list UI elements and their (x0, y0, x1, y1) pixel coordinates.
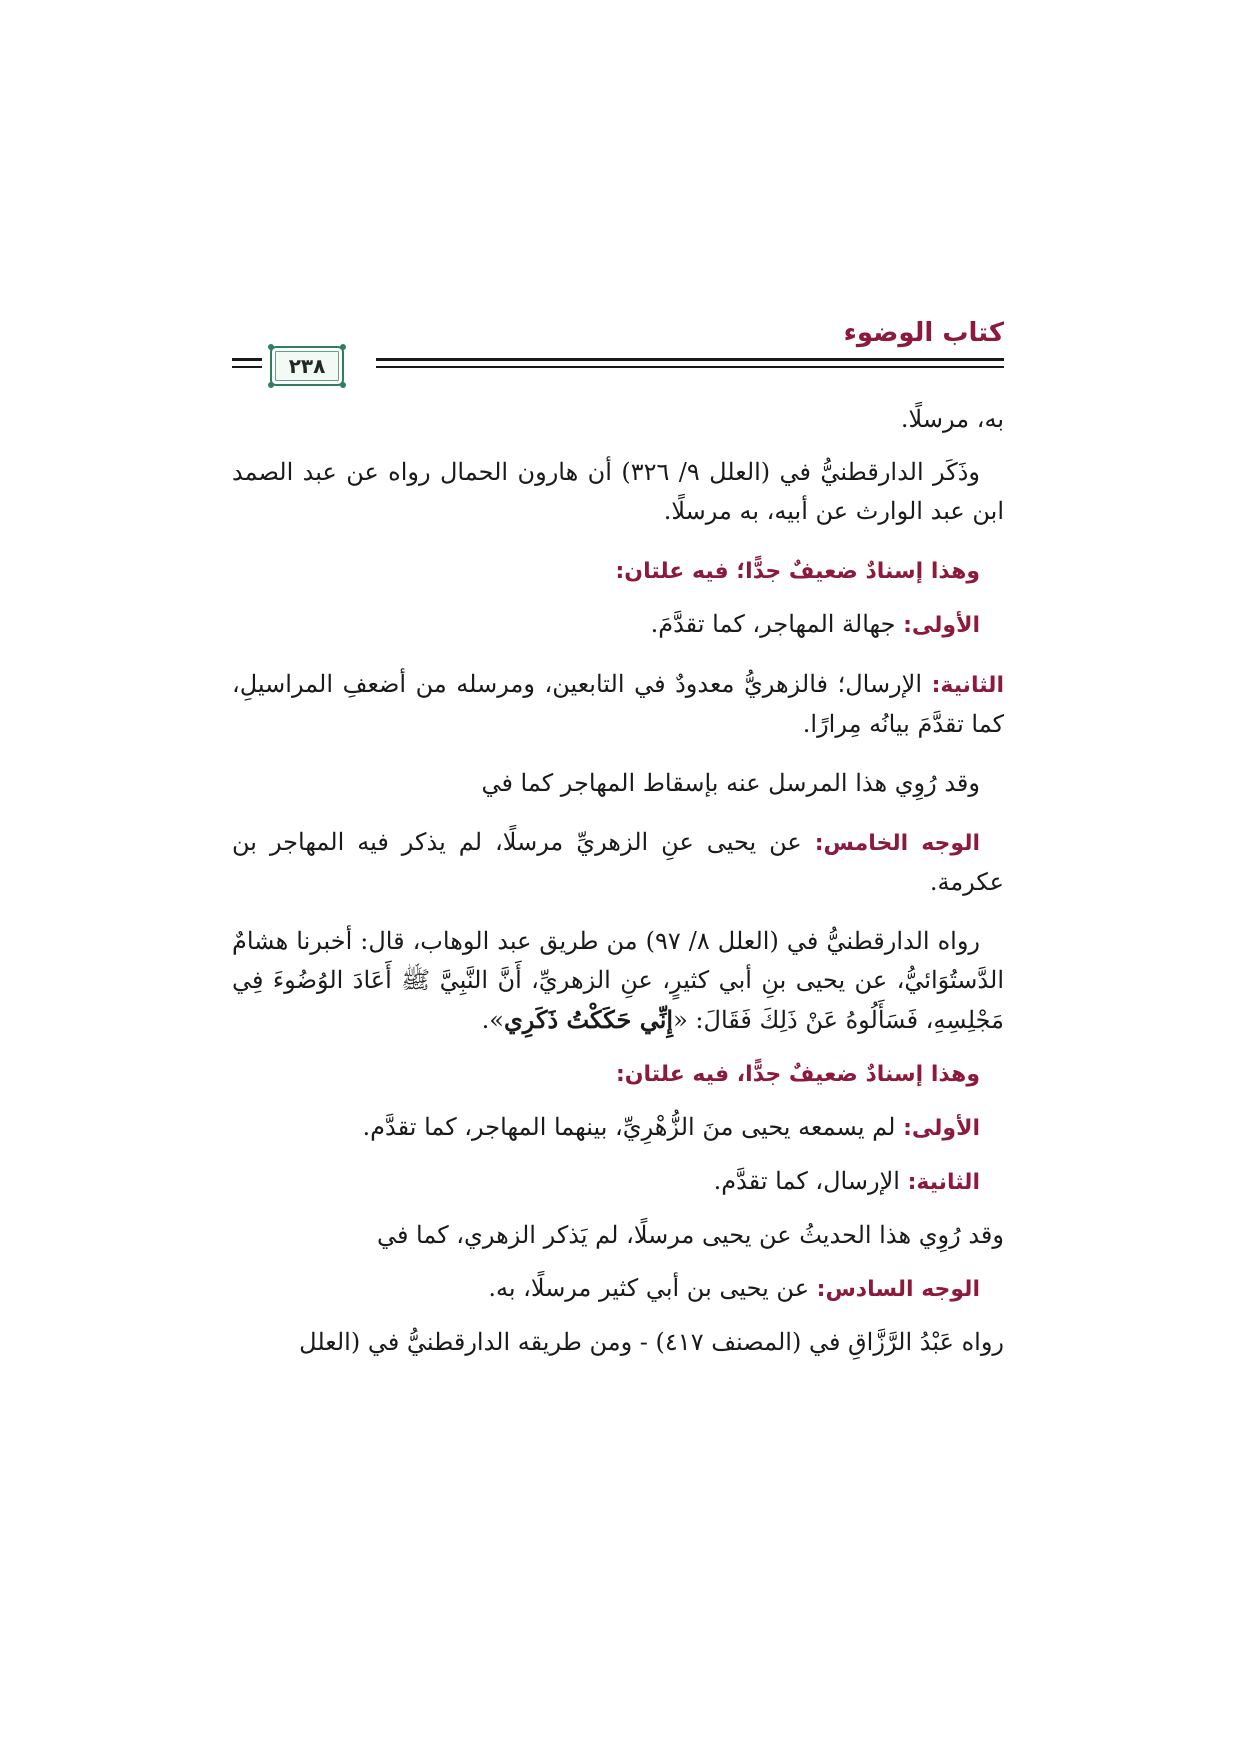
paragraph-text: رواه الدارقطنيُّ في (العلل ٨/ ٩٧) من طريق عبد الوهاب، قال: أخبرنا هشامٌ الدَّستُوَائيُّ، عن يحيى بنِ أبي كثيرٍ، عنِ الزهريِّ، أَنَّ النَّبِيَّ ﷺ أَعَادَ الوُضُوءَ فِي مَجْلِسِهِ، فَسَأَلُوهُ عَنْ ذَلِكَ فَقَالَ: « (232, 927, 1004, 1034)
paragraph (232, 1108, 1004, 1148)
point-label: الثانية: (907, 1170, 980, 1195)
paragraph-text: جهالة المهاجر، كما تقدَّمَ. (650, 610, 904, 638)
section-heading-text: وهذا إسنادٌ ضعيفٌ جدًّا، فيه علتان: (615, 1062, 980, 1087)
paragraph (232, 453, 1004, 531)
paragraph-text: رواه عَبْدُ الرَّزَّاقِ في (المصنف ٤١٧) - ومن طريقه الدارقطنيُّ في (العلل (299, 1328, 1004, 1356)
frame-ornament-icon (268, 344, 274, 350)
page-header (232, 318, 1004, 378)
paragraph-text: الإرسال، كما تقدَّم. (713, 1167, 908, 1195)
point-label: الوجه الخامس: (814, 831, 980, 856)
paragraph-text: عن يحيى بن أبي كثير مرسلًا، به. (488, 1274, 817, 1302)
paragraph-text: الإرسال؛ فالزهريُّ معدودٌ في التابعين، ومرسله من أضعفِ المراسيلِ، كما تقدَّمَ بيانُه مِرارًا. (232, 670, 1004, 738)
book-title: كتاب الوضوء (843, 318, 1004, 348)
header-rule-bottom-left (232, 366, 262, 368)
paragraph (232, 823, 1004, 902)
paragraph (232, 665, 1004, 744)
header-rule-top-left (232, 358, 262, 361)
page-number-frame (270, 346, 344, 386)
section-heading (232, 1054, 1004, 1094)
page-number: ٢٣٨ (288, 354, 326, 378)
point-label: الأولى: (903, 1116, 980, 1141)
frame-ornament-icon (340, 382, 346, 388)
section-heading (232, 551, 1004, 591)
paragraph-text: ». (481, 1006, 504, 1034)
paragraph (232, 605, 1004, 645)
page-body (232, 400, 1004, 1382)
paragraph-text: به، مرسلًا. (900, 405, 1004, 433)
section-heading-text: وهذا إسنادٌ ضعيفٌ جدًّا؛ فيه علتان: (615, 559, 980, 584)
paragraph (232, 1216, 1004, 1255)
paragraph-text: وقد رُوِي هذا الحديثُ عن يحيى مرسلًا، لم يَذكر الزهري، كما في (376, 1221, 1004, 1249)
point-label: الثانية: (931, 673, 1004, 698)
frame-ornament-icon (340, 344, 346, 350)
paragraph-text: وذَكَر الدارقطنيُّ في (العلل ٩/ ٣٢٦) أن هارون الحمال رواه عن عبد الصمد ابن عبد الوارث عن أبيه، به مرسلًا. (232, 458, 1004, 525)
paragraph (232, 1162, 1004, 1202)
paragraph (232, 1323, 1004, 1362)
frame-ornament-icon (268, 382, 274, 388)
header-rule-bottom (376, 366, 1004, 368)
paragraph-text: عن يحيى عنِ الزهريِّ مرسلًا، لم يذكر فيه المهاجر بن عكرمة. (232, 828, 1004, 896)
point-label: الوجه السادس: (816, 1277, 980, 1302)
paragraph (232, 1269, 1004, 1309)
paragraph-text: لم يسمعه يحيى منَ الزُّهْرِيِّ، بينهما المهاجر، كما تقدَّم. (362, 1113, 904, 1141)
hadith-quote: إِنِّي حَكَكْتُ ذَكَرِي (503, 1005, 674, 1034)
paragraph (232, 764, 1004, 803)
paragraph-text: وقد رُوِي هذا المرسل عنه بإسقاط المهاجر كما في (481, 769, 980, 797)
paragraph (232, 400, 1004, 439)
paragraph (232, 922, 1004, 1040)
header-rule-top (376, 358, 1004, 361)
point-label: الأولى: (903, 613, 980, 638)
